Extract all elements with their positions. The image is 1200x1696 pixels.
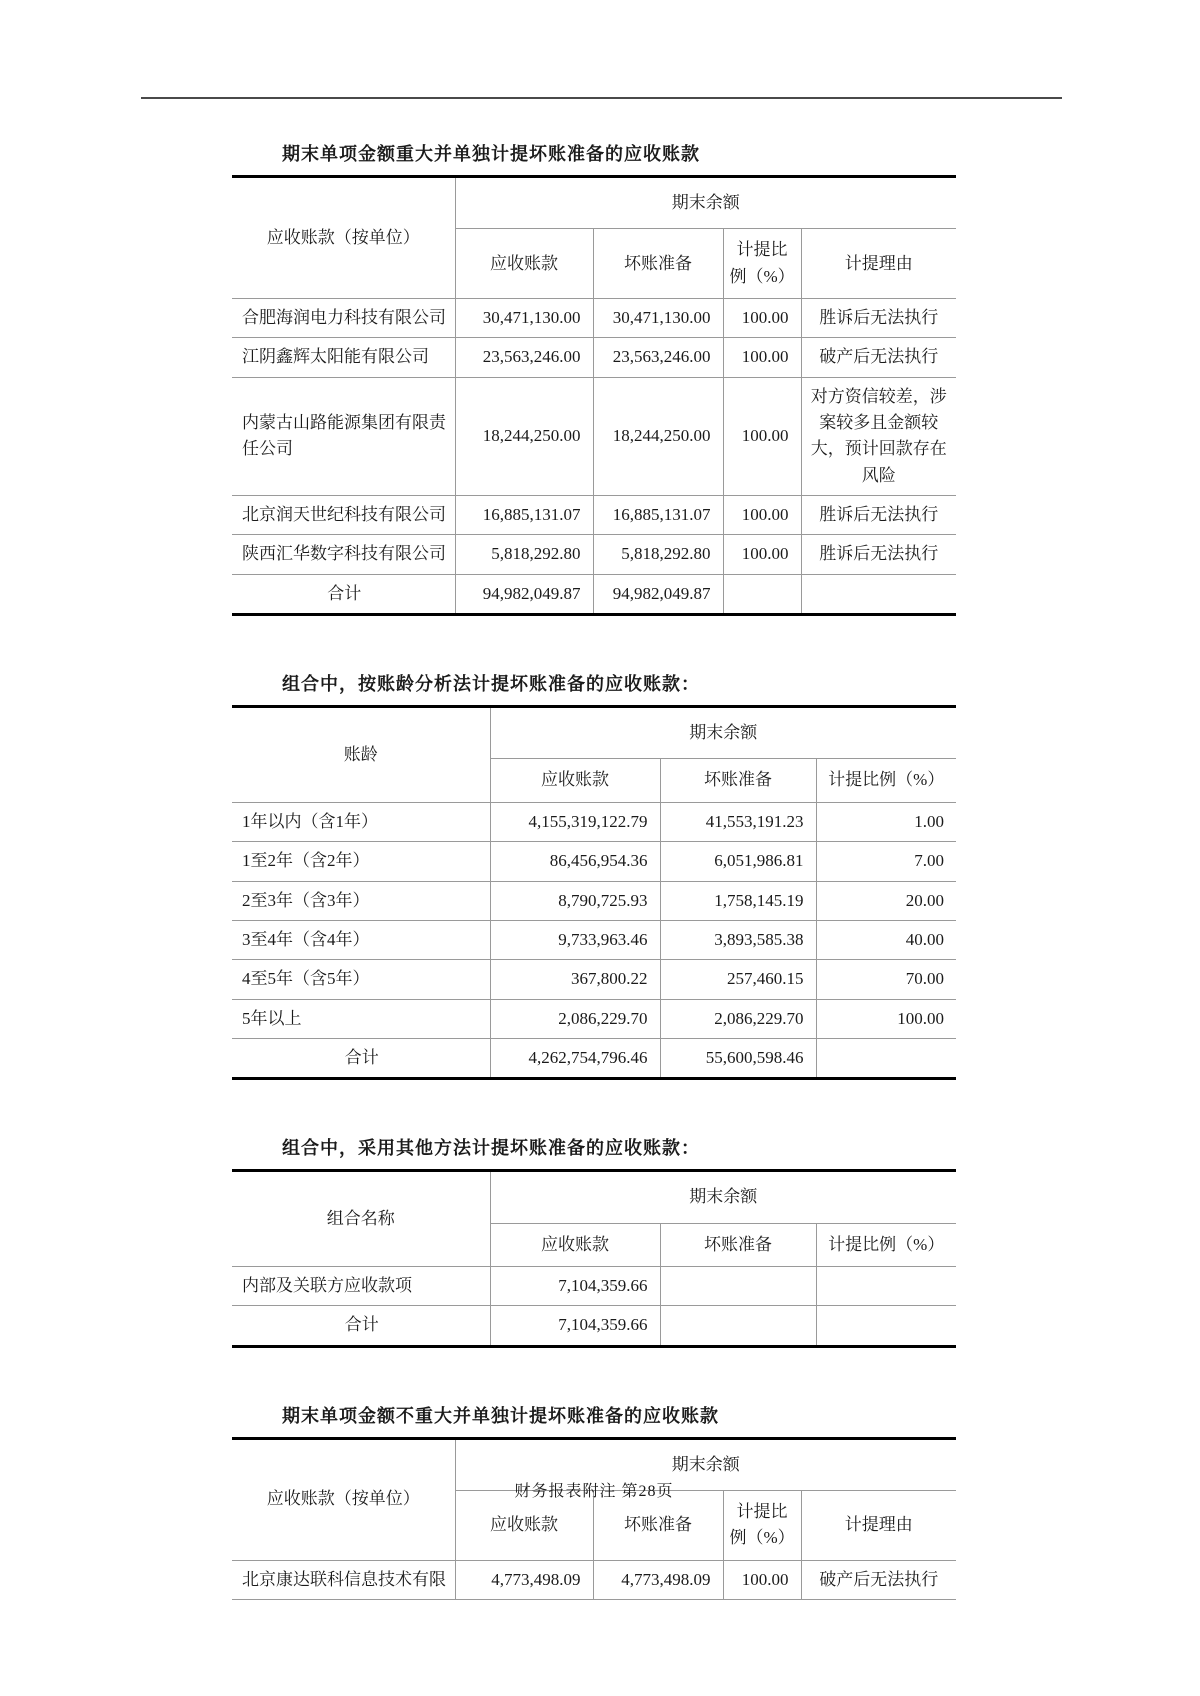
data-cell: 367,800.22 <box>490 960 660 999</box>
data-cell: 30,471,130.00 <box>593 299 723 338</box>
total-cell <box>801 574 956 614</box>
table-title: 组合中，按账龄分析法计提坏账准备的应收账款： <box>282 674 700 695</box>
data-cell: 23,563,246.00 <box>455 338 593 377</box>
data-cell: 破产后无法执行 <box>801 1560 956 1599</box>
data-cell: 86,456,954.36 <box>490 842 660 881</box>
data-cell: 18,244,250.00 <box>593 377 723 495</box>
data-cell: 5,818,292.80 <box>593 535 723 574</box>
table-row <box>232 881 956 920</box>
data-cell: 257,460.15 <box>660 960 816 999</box>
data-cell: 3,893,585.38 <box>660 920 816 959</box>
data-cell: 1至2年（含2年） <box>232 842 490 881</box>
section-individually-significant <box>232 140 956 616</box>
data-cell: 1年以内（含1年） <box>232 802 490 841</box>
total-cell <box>816 1038 956 1078</box>
data-cell: 100.00 <box>723 535 801 574</box>
header-cell: 计提比例（%） <box>816 759 956 802</box>
data-cell: 16,885,131.07 <box>593 496 723 535</box>
header-cell: 应收账款 <box>490 1223 660 1266</box>
individually-significant-receivables-table <box>232 175 956 616</box>
data-cell: 北京润天世纪科技有限公司 <box>232 496 455 535</box>
group-header-cell: 期末余额 <box>455 177 956 229</box>
individually-insignificant-receivables-table <box>232 1437 956 1600</box>
total-cell: 合计 <box>232 574 455 614</box>
table-header-row <box>232 1171 956 1223</box>
data-cell: 1,758,145.19 <box>660 881 816 920</box>
data-cell: 北京康达联科信息技术有限 <box>232 1560 455 1599</box>
first-column-header: 应收账款（按单位） <box>232 1438 455 1560</box>
table-title: 期末单项金额不重大并单独计提坏账准备的应收账款 <box>282 1405 719 1426</box>
data-cell: 3至4年（含4年） <box>232 920 490 959</box>
group-header-cell: 期末余额 <box>490 707 956 759</box>
total-cell: 55,600,598.46 <box>660 1038 816 1078</box>
table-row <box>232 1560 956 1599</box>
data-cell: 70.00 <box>816 960 956 999</box>
data-cell: 41,553,191.23 <box>660 802 816 841</box>
data-cell: 内蒙古山路能源集团有限责任公司 <box>232 377 455 495</box>
total-row <box>232 574 956 614</box>
data-cell: 江阴鑫辉太阳能有限公司 <box>232 338 455 377</box>
data-cell: 2,086,229.70 <box>490 999 660 1038</box>
data-cell: 40.00 <box>816 920 956 959</box>
first-column-header: 账龄 <box>232 707 490 803</box>
data-cell: 20.00 <box>816 881 956 920</box>
data-cell: 内部及关联方应收款项 <box>232 1266 490 1305</box>
data-cell: 6,051,986.81 <box>660 842 816 881</box>
data-cell: 5年以上 <box>232 999 490 1038</box>
total-row <box>232 1038 956 1078</box>
data-cell: 4至5年（含5年） <box>232 960 490 999</box>
table-row <box>232 338 956 377</box>
section-other-method <box>232 1134 956 1347</box>
section-aging-analysis <box>232 670 956 1080</box>
data-cell <box>660 1266 816 1305</box>
data-cell: 100.00 <box>723 338 801 377</box>
data-cell: 16,885,131.07 <box>455 496 593 535</box>
data-cell: 对方资信较差，涉案较多且金额较大，预计回款存在风险 <box>801 377 956 495</box>
total-cell: 合计 <box>232 1038 490 1078</box>
total-cell <box>816 1306 956 1346</box>
data-cell: 2,086,229.70 <box>660 999 816 1038</box>
total-cell: 合计 <box>232 1306 490 1346</box>
total-cell: 94,982,049.87 <box>593 574 723 614</box>
header-cell: 坏账准备 <box>660 1223 816 1266</box>
data-cell: 100.00 <box>723 1560 801 1599</box>
data-cell: 4,773,498.09 <box>593 1560 723 1599</box>
header-cell: 坏账准备 <box>593 229 723 299</box>
data-cell: 1.00 <box>816 802 956 841</box>
header-cell: 计提比例（%） <box>723 229 801 299</box>
header-cell: 计提比例（%） <box>816 1223 956 1266</box>
table-row <box>232 842 956 881</box>
total-row <box>232 1306 956 1346</box>
table-title: 组合中，采用其他方法计提坏账准备的应收账款： <box>282 1138 700 1159</box>
header-cell: 应收账款 <box>490 759 660 802</box>
data-cell: 18,244,250.00 <box>455 377 593 495</box>
table-row <box>232 535 956 574</box>
table-row <box>232 960 956 999</box>
total-cell: 94,982,049.87 <box>455 574 593 614</box>
data-cell: 陕西汇华数字科技有限公司 <box>232 535 455 574</box>
data-cell: 30,471,130.00 <box>455 299 593 338</box>
data-cell: 合肥海润电力科技有限公司 <box>232 299 455 338</box>
page-footer: 财务报表附注 第28页 <box>514 1483 674 1500</box>
data-cell: 4,773,498.09 <box>455 1560 593 1599</box>
table-header-row <box>232 177 956 229</box>
aging-analysis-receivables-table <box>232 705 956 1080</box>
header-cell: 坏账准备 <box>593 1490 723 1560</box>
table-header-row <box>232 707 956 759</box>
group-header-cell: 期末余额 <box>490 1171 956 1223</box>
data-cell: 破产后无法执行 <box>801 338 956 377</box>
header-cell: 计提理由 <box>801 229 956 299</box>
table-row <box>232 496 956 535</box>
data-cell: 8,790,725.93 <box>490 881 660 920</box>
data-cell: 100.00 <box>723 299 801 338</box>
first-column-header: 组合名称 <box>232 1171 490 1267</box>
data-cell: 4,155,319,122.79 <box>490 802 660 841</box>
data-cell: 7,104,359.66 <box>490 1266 660 1305</box>
table-row <box>232 377 956 495</box>
header-cell: 计提理由 <box>801 1490 956 1560</box>
first-column-header: 应收账款（按单位） <box>232 177 455 299</box>
header-cell: 计提比例（%） <box>723 1490 801 1560</box>
data-cell: 胜诉后无法执行 <box>801 299 956 338</box>
data-cell: 100.00 <box>723 377 801 495</box>
page-content <box>232 0 956 1600</box>
total-cell: 4,262,754,796.46 <box>490 1038 660 1078</box>
header-cell: 应收账款 <box>455 1490 593 1560</box>
table-row <box>232 999 956 1038</box>
data-cell: 7.00 <box>816 842 956 881</box>
data-cell: 2至3年（含3年） <box>232 881 490 920</box>
data-cell: 9,733,963.46 <box>490 920 660 959</box>
header-cell: 坏账准备 <box>660 759 816 802</box>
data-cell: 5,818,292.80 <box>455 535 593 574</box>
header-cell: 应收账款 <box>455 229 593 299</box>
table-row <box>232 802 956 841</box>
data-cell <box>816 1266 956 1305</box>
total-cell <box>723 574 801 614</box>
other-method-receivables-table <box>232 1169 956 1347</box>
table-row <box>232 299 956 338</box>
data-cell: 23,563,246.00 <box>593 338 723 377</box>
group-header-cell: 期末余额 <box>455 1438 956 1490</box>
data-cell: 100.00 <box>816 999 956 1038</box>
total-cell <box>660 1306 816 1346</box>
data-cell: 100.00 <box>723 496 801 535</box>
table-title: 期末单项金额重大并单独计提坏账准备的应收账款 <box>282 144 700 164</box>
data-cell: 胜诉后无法执行 <box>801 535 956 574</box>
data-cell: 胜诉后无法执行 <box>801 496 956 535</box>
table-row <box>232 920 956 959</box>
table-row <box>232 1266 956 1305</box>
total-cell: 7,104,359.66 <box>490 1306 660 1346</box>
